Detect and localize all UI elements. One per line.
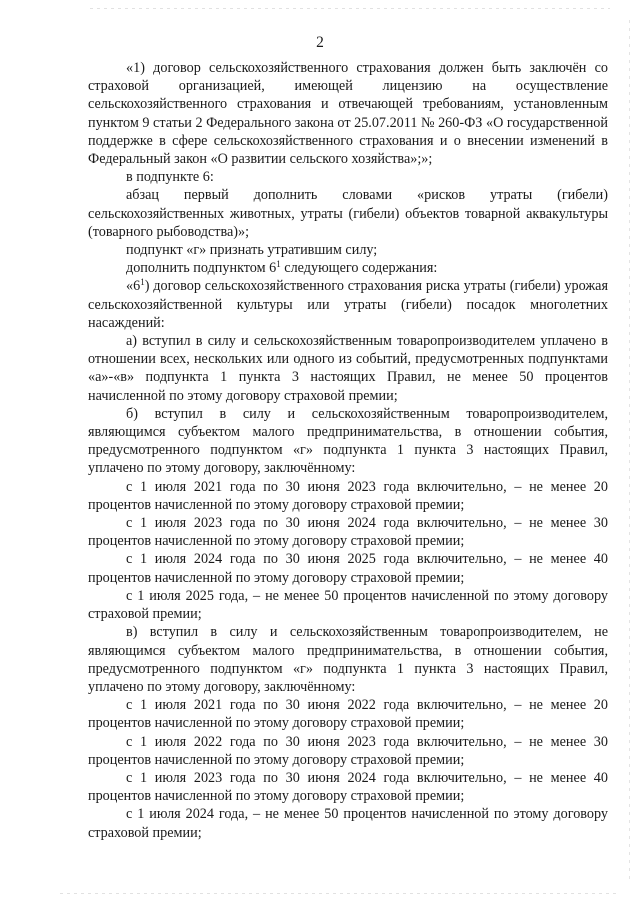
paragraph-5-text: дополнить подпунктом 6: [126, 260, 277, 277]
paragraph-6-tail: ) договор сельскохозяйственного страхования риска утраты (гибели) урожая сельскохозяйственной культуры или утраты (гибели) посадок многолетних насаждений:: [88, 278, 608, 331]
paragraph-2: в подпункте 6:: [126, 169, 214, 186]
paragraph-10: с 1 июля 2023 года по 30 июня 2024 года включительно, – не менее 30 процентов начисленной по этому договору страховой премии;: [88, 515, 608, 550]
paragraph-11: с 1 июля 2024 года по 30 июня 2025 года включительно, – не менее 40 процентов начисленной по этому договору страховой премии;: [88, 551, 608, 586]
superscript-2: 1: [140, 277, 145, 288]
paragraph-16: с 1 июля 2023 года по 30 июня 2024 года включительно, – не менее 40 процентов начисленной по этому договору страховой премии;: [88, 769, 608, 805]
paragraph-15: с 1 июля 2022 года по 30 июня 2023 года включительно, – не менее 30 процентов начисленной по этому договору страховой премии;: [88, 733, 608, 768]
paragraph-3: абзац первый дополнить словами «рисков утраты (гибели) сельскохозяйственных животных, утраты (гибели) объектов товарной аквакультуры (товарного рыбоводства)»;: [88, 187, 608, 240]
paragraph-5: [88, 259, 608, 277]
paragraph-17: с 1 июля 2024 года, – не менее 50 процентов начисленной по этому договору страховой премии;: [88, 806, 608, 841]
paragraph-6-text: «6: [126, 278, 141, 295]
paragraph-6: [88, 277, 608, 332]
paragraph-1: «1) договор сельскохозяйственного страхования должен быть заключён со страховой организацией, имеющей лицензию на осуществление сельскохозяйственного страхования и отвечающей требованиям, установленным пунктом 9 статьи 2 Федерального закона от 25.07.2011 № 260-ФЗ «О государственной поддержке в сфере сельскохозяйственного страхования и о внесении изменений в Федеральный закон «О развитии сельского хозяйства»;»;: [88, 60, 608, 168]
paragraph-9: с 1 июля 2021 года по 30 июня 2023 года включительно, – не менее 20 процентов начисленной по этому договору страховой премии;: [88, 478, 608, 513]
paragraph-7: а) вступил в силу и сельскохозяйственным товаропроизводителем уплачено в отношении всех, нескольких или одного из событий, предусмотренных подпунктами «а»-«в» подпункта 1 пункта 3 настоящих Правил, не менее 50 процентов начисленной по этому договору страховой премии;: [88, 333, 608, 404]
scan-edge-right: [629, 20, 630, 880]
superscript-1: 1: [276, 259, 281, 270]
paragraph-14: с 1 июля 2021 года по 30 июня 2022 года включительно, – не менее 20 процентов начисленной по этому договору страховой премии;: [88, 697, 608, 732]
scan-edge-top: [90, 8, 610, 9]
document-body: [88, 59, 608, 842]
paragraph-12: с 1 июля 2025 года, – не менее 50 процентов начисленной по этому договору страховой премии;: [88, 587, 608, 623]
paragraph-5-tail: следующего содержания:: [280, 260, 438, 277]
paragraph-13: в) вступил в силу и сельскохозяйственным товаропроизводителем, не являющимся субъектом малого предпринимательства, в отношении события, предусмотренного подпунктом «г» подпункта 1 пункта 3 настоящих Правил, уплачено по этому договору, заключённому:: [88, 624, 608, 695]
page-number: 2: [316, 34, 324, 51]
scan-edge-bottom: [60, 893, 620, 894]
paragraph-4: подпункт «г» признать утратившим силу;: [126, 242, 378, 259]
paragraph-8: б) вступил в силу и сельскохозяйственным товаропроизводителем, являющимся субъектом малого предпринимательства, в отношении события, предусмотренного подпунктом «г» подпункта 1 пункта 3 настоящих Правил, уплачено по этому договору, заключённому:: [88, 405, 608, 477]
